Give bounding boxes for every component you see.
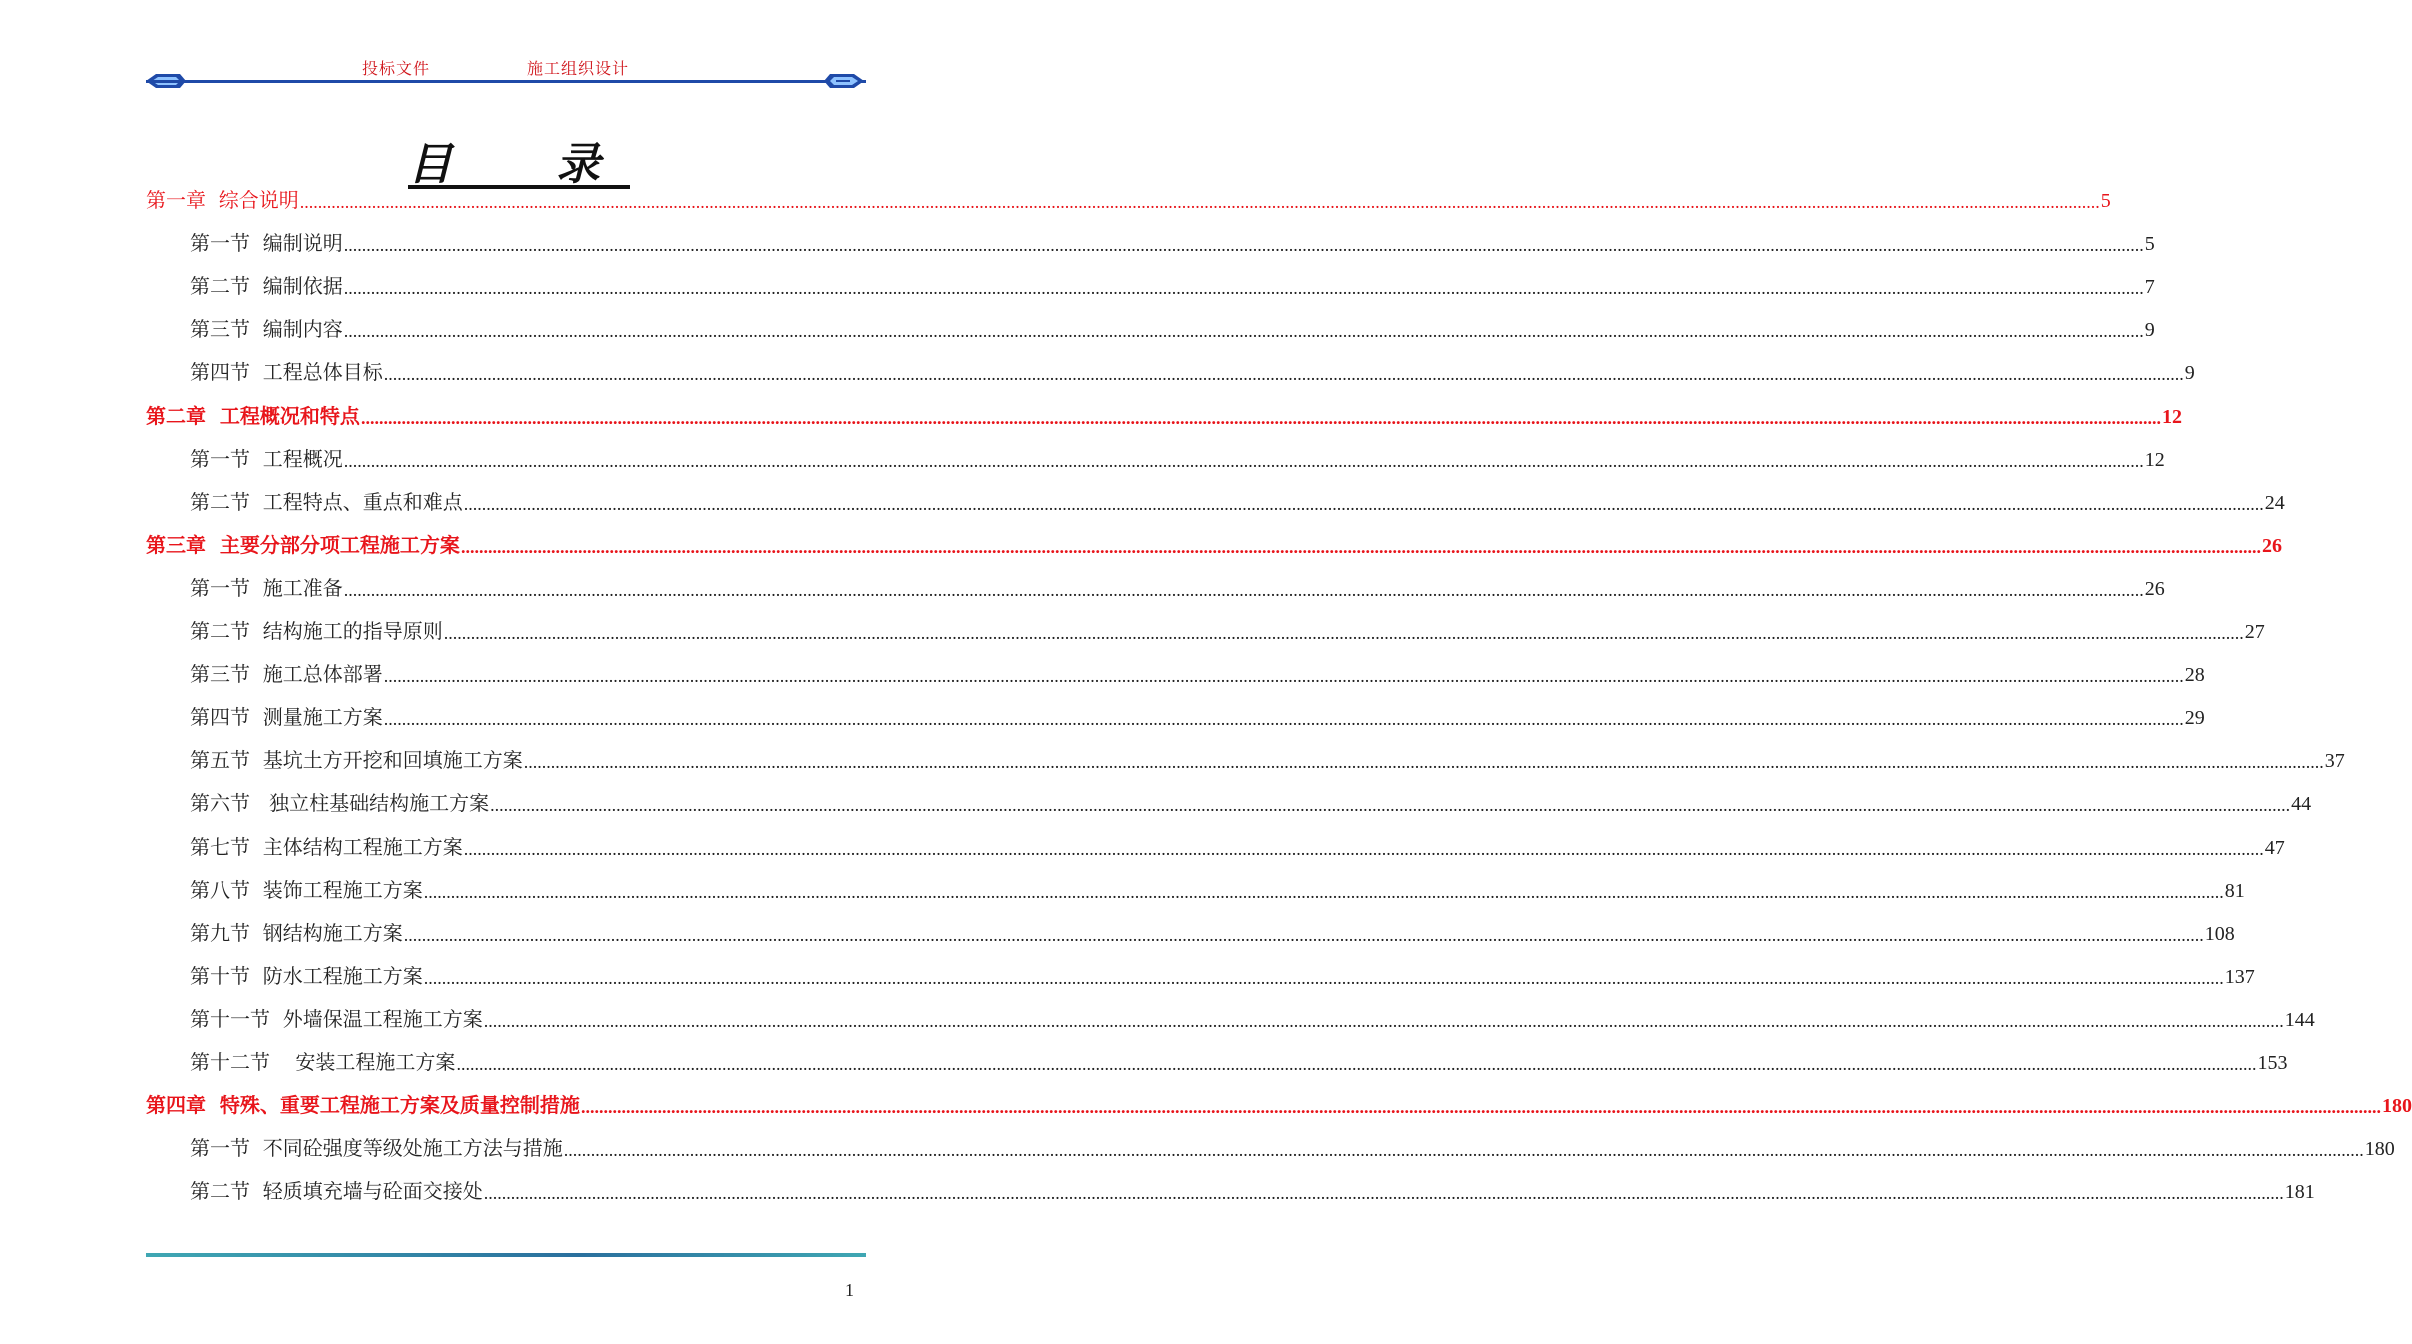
toc-dot-leader: ................................................................................................................................................................................................................................................................................................................................................................................................................	[463, 493, 2264, 514]
toc-chapter-entry[interactable]	[146, 1088, 2412, 1118]
toc-section-entry[interactable]	[190, 355, 2195, 385]
toc-dot-leader: ................................................................................................................................................................................................................................................................................................................................................................................................................	[523, 752, 2324, 773]
header-rule	[146, 80, 866, 83]
toc-page-number: 47	[2264, 836, 2285, 859]
toc-section-entry[interactable]	[190, 485, 2285, 515]
toc-dot-leader: ................................................................................................................................................................................................................................................................................................................................................................................................................	[563, 1140, 2364, 1161]
toc-page-number: 29	[2184, 707, 2205, 730]
toc-entry-label: 第四节 工程总体目标	[190, 360, 383, 385]
toc-chapter-entry[interactable]	[146, 528, 2282, 558]
toc-section-entry[interactable]	[190, 916, 2235, 946]
page-number: 1	[845, 1280, 854, 1300]
toc-page-number: 24	[2264, 491, 2285, 514]
toc-chapter-entry[interactable]	[146, 399, 2182, 429]
toc-page-number: 26	[2261, 534, 2282, 557]
toc-dot-leader: ................................................................................................................................................................................................................................................................................................................................................................................................................	[383, 709, 2184, 730]
toc-dot-leader: ................................................................................................................................................................................................................................................................................................................................................................................................................	[580, 1097, 2381, 1118]
toc-entry-label: 第一节 施工准备	[190, 575, 343, 600]
toc-entry-label: 第二节 结构施工的指导原则	[190, 619, 443, 643]
toc-page-number: 5	[2100, 190, 2111, 212]
toc-dot-leader: ................................................................................................................................................................................................................................................................................................................................................................................................................	[463, 838, 2264, 859]
toc-dot-leader: ................................................................................................................................................................................................................................................................................................................................................................................................................	[483, 1010, 2284, 1031]
toc-dot-leader: ................................................................................................................................................................................................................................................................................................................................................................................................................	[490, 795, 2291, 816]
toc-dot-leader: ................................................................................................................................................................................................................................................................................................................................................................................................................	[403, 924, 2204, 945]
toc-dot-leader: ................................................................................................................................................................................................................................................................................................................................................................................................................	[423, 967, 2224, 988]
header-right-text: 施工组织设计	[527, 59, 630, 78]
toc-dot-leader: ................................................................................................................................................................................................................................................................................................................................................................................................................	[483, 1183, 2284, 1204]
toc-dot-leader: ................................................................................................................................................................................................................................................................................................................................................................................................................	[299, 192, 2100, 212]
toc-entry-label: 第五节 基坑土方开挖和回填施工方案	[190, 748, 523, 773]
toc-page-number: 7	[2144, 276, 2155, 299]
toc-entry-label: 第一节 编制说明	[190, 231, 343, 256]
footer-rule	[146, 1253, 866, 1257]
toc-dot-leader: ................................................................................................................................................................................................................................................................................................................................................................................................................	[343, 278, 2144, 299]
toc-entry-label: 第三节 编制内容	[190, 317, 343, 342]
toc-chapter-entry[interactable]	[146, 183, 2111, 213]
toc-dot-leader: ................................................................................................................................................................................................................................................................................................................................................................................................................	[343, 579, 2144, 600]
toc-page-number: 5	[2144, 233, 2155, 256]
toc-page-number: 108	[2204, 922, 2235, 945]
toc-page-number: 27	[2244, 621, 2265, 643]
header-left-text: 投标文件	[362, 59, 431, 78]
toc-section-entry[interactable]	[190, 959, 2255, 989]
toc-section-entry[interactable]	[190, 1131, 2395, 1161]
toc-dot-leader: ................................................................................................................................................................................................................................................................................................................................................................................................................	[343, 450, 2144, 471]
toc-entry-label: 第十一节 外墙保温工程施工方案	[190, 1006, 483, 1031]
toc-page-number: 144	[2284, 1008, 2315, 1031]
toc-section-entry[interactable]	[190, 1045, 2288, 1075]
toc-entry-label: 第一节 工程概况	[190, 446, 343, 471]
toc-entry-label: 第八节 装饰工程施工方案	[190, 877, 423, 902]
toc-section-entry[interactable]	[190, 442, 2165, 472]
toc-page-number: 181	[2284, 1181, 2315, 1204]
toc-page-number: 12	[2144, 448, 2165, 471]
toc-dot-leader: ................................................................................................................................................................................................................................................................................................................................................................................................................	[360, 407, 2161, 428]
arrow-ornament-icon	[822, 70, 866, 92]
toc-dot-leader: ................................................................................................................................................................................................................................................................................................................................................................................................................	[343, 235, 2144, 256]
toc-dot-leader: ................................................................................................................................................................................................................................................................................................................................................................................................................	[383, 364, 2184, 385]
toc-entry-label: 第二章 工程概况和特点	[146, 403, 360, 428]
toc-entry-label: 第二节 轻质填充墙与砼面交接处	[190, 1179, 483, 1204]
toc-page-number: 9	[2144, 319, 2155, 342]
page-title: 目 录	[408, 139, 630, 190]
toc-section-entry[interactable]	[190, 657, 2205, 687]
toc-section-entry[interactable]	[190, 614, 2265, 644]
toc-page-number: 153	[2257, 1052, 2288, 1074]
toc-entry-label: 第十二节 安装工程施工方案	[190, 1050, 456, 1074]
toc-page-number: 180	[2381, 1095, 2412, 1118]
toc-section-entry[interactable]	[190, 571, 2165, 601]
toc-page-number: 137	[2224, 965, 2255, 988]
toc-dot-leader: ................................................................................................................................................................................................................................................................................................................................................................................................................	[460, 536, 2261, 557]
toc-page-number: 81	[2224, 879, 2245, 902]
toc-entry-label: 第六节 独立柱基础结构施工方案	[190, 791, 490, 816]
toc-entry-label: 第二节 工程特点、重点和难点	[190, 489, 463, 514]
toc-entry-label: 第四章 特殊、重要工程施工方案及质量控制措施	[146, 1093, 580, 1118]
toc-page-number: 180	[2364, 1138, 2395, 1161]
toc-section-entry[interactable]	[190, 830, 2285, 860]
toc-section-entry[interactable]	[190, 700, 2205, 730]
toc-entry-label: 第四节 测量施工方案	[190, 705, 383, 730]
toc-page-number: 12	[2161, 405, 2182, 428]
toc-entry-label: 第七节 主体结构工程施工方案	[190, 834, 463, 859]
toc-page-number: 44	[2291, 793, 2312, 816]
toc-section-entry[interactable]	[190, 312, 2155, 342]
toc-dot-leader: ................................................................................................................................................................................................................................................................................................................................................................................................................	[443, 623, 2244, 643]
toc-page-number: 37	[2324, 750, 2345, 773]
toc-dot-leader: ................................................................................................................................................................................................................................................................................................................................................................................................................	[343, 321, 2144, 342]
toc-section-entry[interactable]	[190, 269, 2155, 299]
toc-section-entry[interactable]	[190, 786, 2312, 816]
toc-dot-leader: ................................................................................................................................................................................................................................................................................................................................................................................................................	[456, 1054, 2257, 1074]
toc-entry-label: 第二节 编制依据	[190, 274, 343, 299]
toc-entry-label: 第一节 不同砼强度等级处施工方法与措施	[190, 1136, 563, 1161]
toc-dot-leader: ................................................................................................................................................................................................................................................................................................................................................................................................................	[423, 881, 2224, 902]
toc-section-entry[interactable]	[190, 873, 2245, 903]
toc-section-entry[interactable]	[190, 1174, 2315, 1204]
toc-entry-label: 第九节 钢结构施工方案	[190, 920, 403, 945]
toc-section-entry[interactable]	[190, 226, 2155, 256]
toc-page-number: 9	[2184, 362, 2195, 385]
toc-section-entry[interactable]	[190, 743, 2345, 773]
toc-page-number: 26	[2144, 577, 2165, 600]
toc-entry-label: 第三节 施工总体部署	[190, 662, 383, 687]
toc-entry-label: 第三章 主要分部分项工程施工方案	[146, 532, 460, 557]
toc-entry-label: 第一章 综合说明	[146, 188, 299, 212]
toc-section-entry[interactable]	[190, 1002, 2315, 1032]
toc-entry-label: 第十节 防水工程施工方案	[190, 963, 423, 988]
toc-page-number: 28	[2184, 664, 2205, 687]
toc-dot-leader: ................................................................................................................................................................................................................................................................................................................................................................................................................	[383, 666, 2184, 687]
